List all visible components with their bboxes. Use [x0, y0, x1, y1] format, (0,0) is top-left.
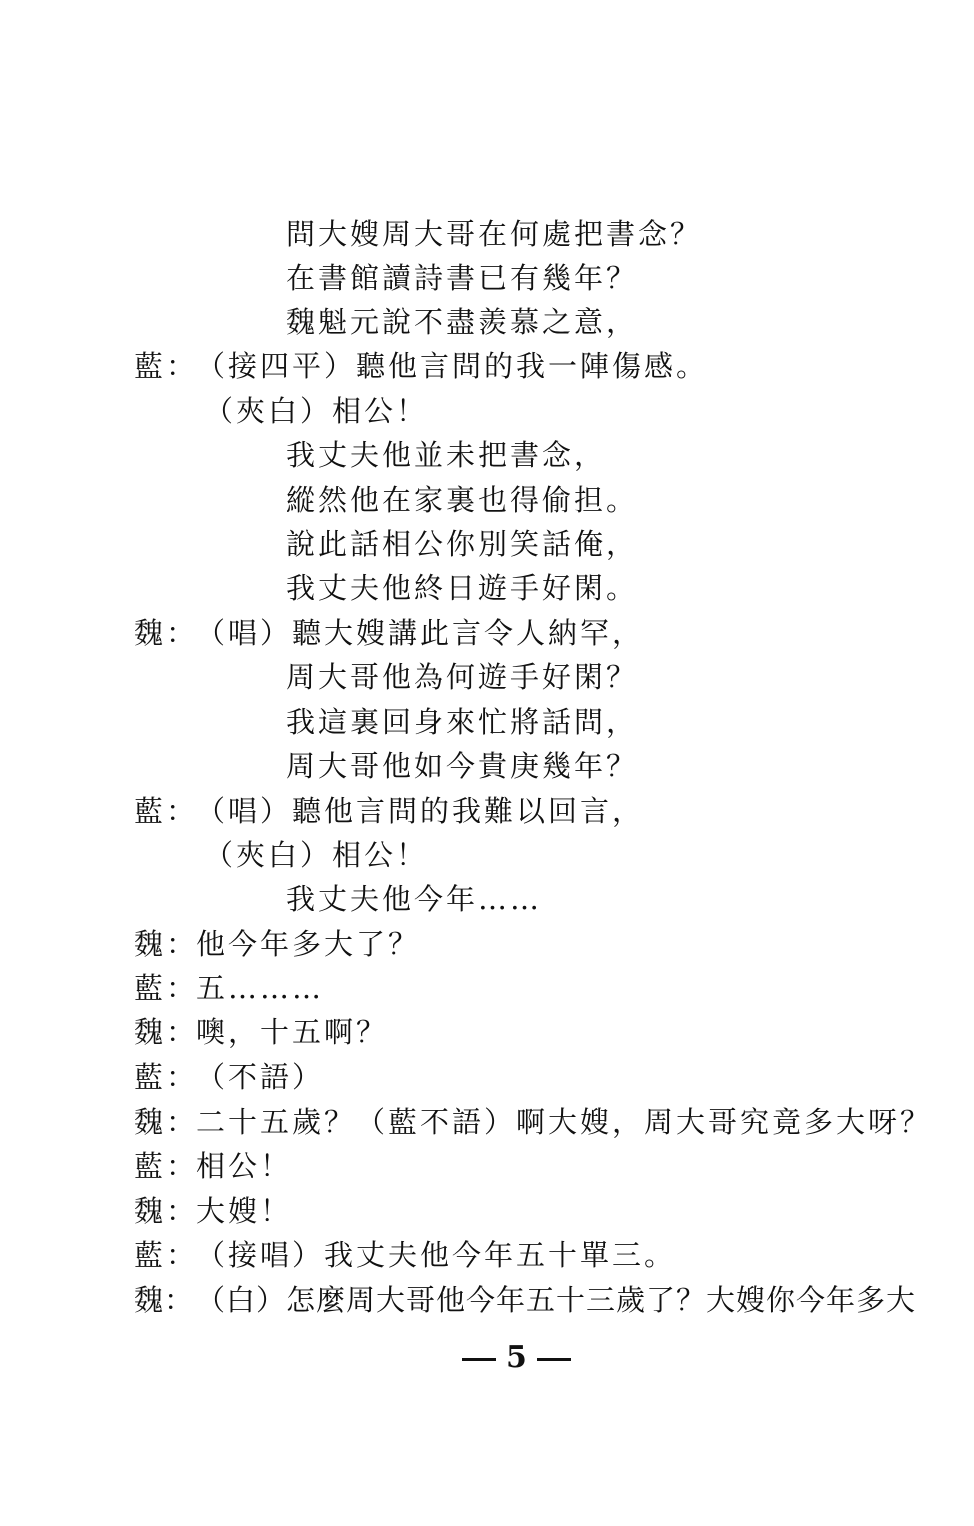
- verse-line: [286, 570, 638, 606]
- speaker-label: 魏：: [134, 1015, 199, 1049]
- page-number-value: 5: [506, 1340, 527, 1375]
- speaker-label: 藍：: [134, 794, 199, 828]
- line-text: 我丈夫他終日遊手好閑。: [286, 571, 639, 605]
- dialogue-line: [134, 615, 644, 651]
- line-text: （不語）: [196, 1060, 325, 1094]
- line-text: （唱）聽他言問的我難以回言，: [196, 794, 645, 828]
- line-text: 在書館讀詩書已有幾年？: [286, 261, 639, 295]
- verse-line: [286, 881, 542, 917]
- speaker-label: 魏：: [134, 1105, 199, 1139]
- dialogue-line: [134, 1104, 932, 1140]
- dialogue-line: [134, 1059, 324, 1095]
- verse-line: [286, 482, 638, 518]
- speaker-label: 藍：: [134, 349, 199, 383]
- line-text: 相公！: [196, 1149, 293, 1183]
- dialogue-line: [134, 970, 324, 1006]
- dialogue-line: [134, 793, 644, 829]
- speaker-label: 魏：: [134, 616, 199, 650]
- line-text: 五………: [196, 971, 325, 1005]
- verse-line: [286, 304, 638, 340]
- line-text: （白）怎麼周大哥他今年五十三歲了？大嫂你今年多大: [196, 1283, 917, 1317]
- line-text: （夾白）相公！: [204, 838, 429, 872]
- verse-line: [286, 437, 606, 473]
- verse-line: [286, 526, 638, 562]
- dialogue-line: [134, 1282, 916, 1318]
- dialogue-line: [134, 348, 708, 384]
- stage-direction-line: [204, 393, 428, 429]
- speaker-label: 藍：: [134, 1060, 199, 1094]
- line-text: （接四平）聽他言問的我一陣傷感。: [196, 349, 709, 383]
- dash-left: [462, 1358, 496, 1361]
- dialogue-line: [134, 1148, 292, 1184]
- speaker-label: 魏：: [134, 1283, 195, 1317]
- line-text: 我這裏回身來忙將話問，: [286, 705, 639, 739]
- dash-right: [537, 1358, 571, 1361]
- line-text: （接唱）我丈夫他今年五十單三。: [196, 1238, 677, 1272]
- line-text: 說此話相公你別笑話俺，: [286, 527, 639, 561]
- line-text: （夾白）相公！: [204, 394, 429, 428]
- dialogue-line: [134, 1193, 292, 1229]
- line-text: 問大嫂周大哥在何處把書念？: [286, 217, 703, 251]
- line-text: 他今年多大了？: [196, 927, 421, 961]
- speaker-label: 藍：: [134, 1149, 199, 1183]
- line-text: 二十五歲？（藍不語）啊大嫂，周大哥究竟多大呀？: [196, 1105, 933, 1139]
- verse-line: [286, 260, 638, 296]
- verse-line: [286, 659, 638, 695]
- verse-line: [286, 216, 702, 252]
- line-text: 噢，十五啊？: [196, 1015, 389, 1049]
- stage-direction-line: [204, 837, 428, 873]
- line-text: 我丈夫他今年……: [286, 882, 543, 916]
- verse-line: [286, 748, 638, 784]
- line-text: （唱）聽大嫂講此言令人納罕，: [196, 616, 645, 650]
- speaker-label: 魏：: [134, 927, 199, 961]
- line-text: 我丈夫他並未把書念，: [286, 438, 607, 472]
- line-text: 周大哥他如今貴庚幾年？: [286, 749, 639, 783]
- speaker-label: 魏：: [134, 1194, 199, 1228]
- dialogue-line: [134, 1237, 676, 1273]
- speaker-label: 藍：: [134, 971, 199, 1005]
- line-text: 周大哥他為何遊手好閑？: [286, 660, 639, 694]
- line-text: 魏魁元說不盡羨慕之意，: [286, 305, 639, 339]
- dialogue-line: [134, 926, 420, 962]
- line-text: 縱然他在家裏也得偷担。: [286, 483, 639, 517]
- verse-line: [286, 704, 638, 740]
- line-text: 大嫂！: [196, 1194, 293, 1228]
- dialogue-line: [134, 1014, 388, 1050]
- speaker-label: 藍：: [134, 1238, 199, 1272]
- page-number: [0, 1340, 974, 1376]
